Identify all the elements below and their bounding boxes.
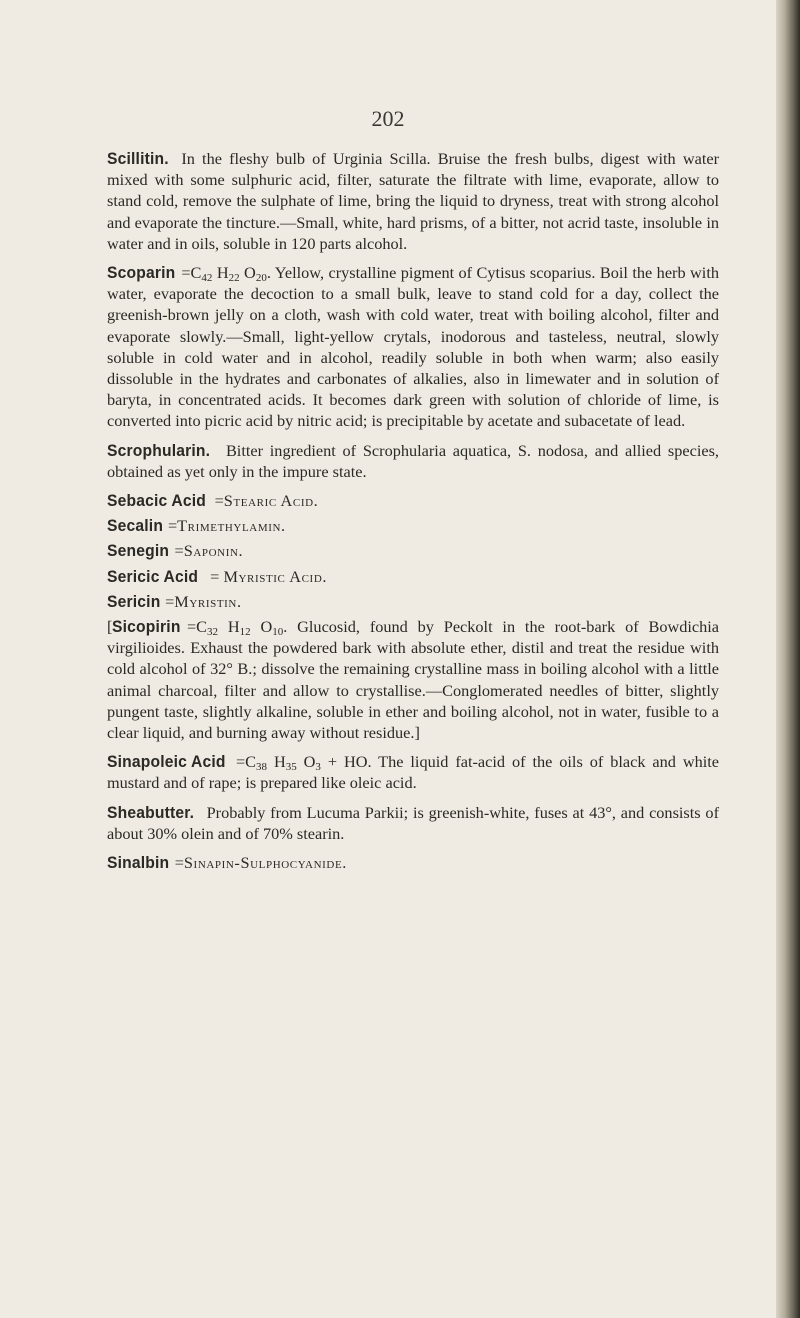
equals-sign: = bbox=[174, 853, 184, 873]
headword-scoparin: Scoparin bbox=[107, 263, 176, 283]
equals-sign: = bbox=[186, 617, 197, 637]
headword-sinalbin: Sinalbin bbox=[107, 853, 170, 873]
chemical-formula-sicopirin: $C_{32}$ $H_{12}$ $O_{10}$. bbox=[196, 617, 288, 639]
page-number: 202 bbox=[371, 106, 405, 131]
entry-sericin bbox=[107, 591, 719, 612]
equals-sign: = bbox=[214, 491, 224, 511]
cross-reference: Stearic Acid. bbox=[223, 491, 319, 511]
headword-sericic-acid: Sericic Acid bbox=[107, 566, 199, 586]
entry-text-sicopirin: Glucosid, found by Peckolt in the root-bark of Bowdichia virgilioides. Exhaust the powdered bark with absolute ether, distil and treat the residue with cold alcohol of 32° B.; dissolve the remaining crystalline mass in boiling alcohol with a little animal charcoal, filter and allow to crystallise.—Conglomerated needles of bitter, slightly pungent taste, slightly alkaline, soluble in ether and boiling alcohol, not in water, fusible to a clear liquid, and burning away without residue.] bbox=[107, 617, 719, 743]
entry-sebacic-acid bbox=[107, 490, 719, 511]
entry-sheabutter bbox=[107, 802, 719, 844]
headword-sinapoleic-acid: Sinapoleic Acid bbox=[107, 752, 226, 772]
entry-text-sheabutter: Probably from Lucuma Parkii; is greenish-white, fuses at 43°, and consists of about 30% olein and of 70% stearin. bbox=[107, 802, 719, 843]
headword-sericin: Sericin bbox=[107, 591, 161, 611]
entry-scrophularin bbox=[107, 440, 719, 482]
headword-scillitin: Scillitin. bbox=[107, 149, 169, 168]
entry-sinalbin bbox=[107, 852, 719, 873]
cross-reference: Myristic Acid. bbox=[223, 566, 328, 586]
entry-scillitin bbox=[107, 148, 719, 254]
entry-text-sinapoleic: The liquid fat-acid of the oils of black and white mustard and of rape; is prepared like oleic acid. bbox=[107, 752, 719, 793]
cross-reference: Myristin. bbox=[174, 591, 242, 611]
entry-senegin bbox=[107, 540, 719, 561]
page-body bbox=[107, 148, 719, 877]
equals-sign: = bbox=[206, 566, 224, 586]
entry-sinapoleic-acid bbox=[107, 751, 719, 793]
equals-sign: = bbox=[235, 752, 246, 772]
equals-sign: = bbox=[167, 516, 178, 536]
entry-scoparin bbox=[107, 262, 719, 432]
entry-sicopirin bbox=[107, 616, 719, 743]
book-spine-edge bbox=[776, 0, 800, 1318]
headword-sebacic-acid: Sebacic Acid bbox=[107, 491, 207, 511]
cross-reference: Trimethylamin. bbox=[177, 516, 286, 536]
chemical-formula-scoparin: $C_{42}$ $H_{22}$ $O_{20}$. bbox=[190, 263, 271, 285]
entry-text-scillitin: In the fleshy bulb of Urginia Scilla. Bruise the fresh bulbs, digest with water mixed with some sulphuric acid, filter, saturate the filtrate with lime, evaporate, allow to stand cold, remove the sulphate of lime, bring the liquid to dryness, treat with strong alcohol and evaporate the tincture.—Small, white, hard prisms, of a bitter, not acrid taste, insoluble in water and in oils, soluble in 120 parts alcohol. bbox=[107, 149, 719, 253]
headword-sheabutter: Sheabutter. bbox=[107, 802, 195, 822]
open-bracket: [ bbox=[107, 617, 113, 637]
equals-sign: = bbox=[181, 263, 191, 283]
entry-text-scoparin: Yellow, crystalline pigment of Cytisus scoparius. Boil the herb with water, evaporate the decoction to a small bulk, leave to stand cold for a day, collect the greenish-brown jelly on a cloth, wash with cold water, treat with boiling alcohol, filter and evaporate slowly.—Small, light-yellow crytals, inodorous and tasteless, neutral, slowly soluble in cold water and in alcohol, readily soluble in both when warm; also easily dissoluble in the hydrates and carbonates of alkalies, also in limewater and in solution of baryta, in concentrated acids. It becomes dark green with solution of chloride of lime, is converted into picric acid by nitric acid; is precipitable by acetate and subacetate of lead. bbox=[107, 263, 719, 431]
equals-sign: = bbox=[174, 541, 184, 561]
headword-scrophularin: Scrophularin. bbox=[107, 440, 211, 460]
headword-secalin: Secalin bbox=[107, 516, 164, 536]
cross-reference: Saponin. bbox=[183, 541, 244, 561]
cross-reference: Sinapin-Sulphocyanide. bbox=[183, 853, 347, 873]
headword-sicopirin: Sicopirin bbox=[112, 617, 182, 637]
chemical-formula-sinapoleic: $C_{38}$ $H_{35}$ $O_3$ + HO. bbox=[245, 752, 372, 774]
entry-secalin bbox=[107, 515, 719, 536]
entry-sericic-acid bbox=[107, 566, 719, 587]
headword-senegin: Senegin bbox=[107, 541, 170, 561]
equals-sign: = bbox=[165, 591, 175, 611]
entry-text-scrophularin: Bitter ingredient of Scrophularia aquatica, S. nodosa, and allied species, obtained as yet only in the impure state. bbox=[107, 440, 719, 481]
